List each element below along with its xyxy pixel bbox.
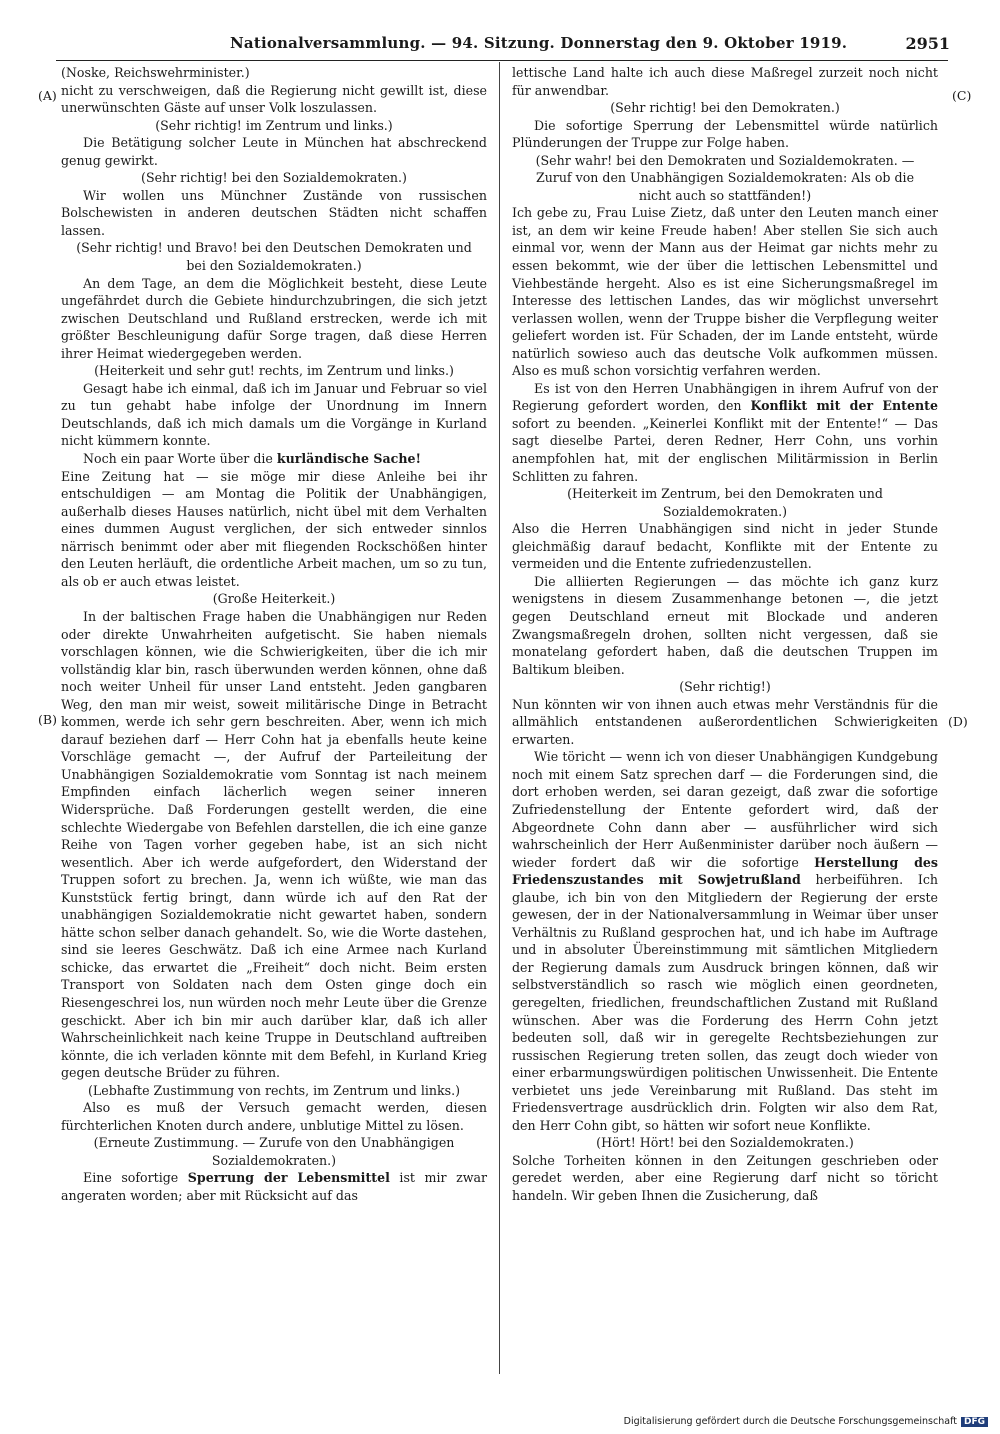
text-run: herbeiführen. Ich glaube, ich bin von den Mitgliedern der Regierung der erste gewesen, der in der Nationalversammlung in Weimar über unser Verhältnis zu Rußland gesprochen hat, und ich habe im Auftrage und in absoluter Übereinstimmung mit sämtlichen Mitgliedern der Regierung damals zum Ausdruck bringen können, daß wir selbstverständlich so rasch wie möglich einen geordneten, geregelten, friedlichen, freundschaftlichen Zustand mit Rußland wünschen. Aber was die Forderung des Herrn Cohn jetzt bedeuten soll, daß wir in geregelte Rechtsbeziehungen zur russischen Regierung treten sollen, das zeugt doch wieder von einer erbarmungswürdigen politischen Unwissenheit. Die Entente verbietet uns jede Vereinbarung mit Rußland. Das steht im Friedensvertrage ausdrücklich drin. Folgten wir also dem Rat, den Herr Cohn gibt, so hätten wir sofort neue Konflikte. [512, 872, 938, 1133]
page-header-title: Nationalversammlung. — 94. Sitzung. Donnerstag den 9. Oktober 1919. [230, 34, 848, 52]
margin-marker-d: (D) [948, 714, 968, 729]
paragraph: Also es muß der Versuch gemacht werden, diesen fürchterlichen Knoten durch andere, unblutige Mittel zu lösen. [61, 1100, 487, 1133]
paragraph: Die sofortige Sperrung der Lebensmittel würde natürlich Plünderungen der Truppe zur Folge haben. [512, 117, 938, 151]
paragraph: Gesagt habe ich einmal, daß ich im Januar und Februar so viel zu tun gehabt habe infolge der Unordnung im Innern Deutschlands, daß ich mich damals um die Vorgänge in Kurland nicht kümmern konnte. [61, 380, 487, 449]
text-run: Es ist von den Herren Unabhängigen in ihrem Aufruf von der Regierung gefordert worden, den [512, 380, 938, 414]
interjection: (Sehr richtig! im Zentrum und links.) [155, 117, 393, 133]
text-run: sofort zu beenden. „Keinerlei Konflikt mit der Entente!“ — Das sagt dieselbe Partei, deren Redner, Herr Cohn, uns vorhin anempfohlen hat, mit der englischen Militärmission in Berlin Schlitten zu fahren. [512, 415, 938, 484]
interjection: (Sehr richtig! bei den Demokraten.) [610, 100, 840, 116]
text-run: ist mir zwar angeraten worden; aber mit Rücksicht auf das [61, 1170, 488, 1203]
interjection: (Erneute Zustimmung. — Zurufe von den Unabhängigen Sozialdemokraten.) [93, 1135, 455, 1168]
paragraph [61, 450, 487, 468]
interjection: (Sehr wahr! bei den Demokraten und Sozialdemokraten. — Zuruf von den Unabhängigen Sozialdemokraten: Als ob die nicht auch so stattfänden!) [535, 152, 915, 203]
interjection: (Große Heiterkeit.) [212, 591, 336, 607]
paragraph: Die Betätigung solcher Leute in München hat abschreckend genug gewirkt. [61, 135, 487, 168]
header-rule [56, 60, 948, 61]
text-run: Noch ein paar Worte über die [83, 451, 277, 467]
interjection: (Sehr richtig! und Bravo! bei den Deutschen Demokraten und bei den Sozialdemokraten.) [76, 240, 472, 274]
margin-marker-b: (B) [38, 712, 57, 727]
emphasis: kurländische Sache! [276, 451, 422, 467]
page-number: 2951 [905, 34, 950, 53]
running-header [60, 34, 950, 56]
paragraph: Wir wollen uns Münchner Zustände von russischen Bolschewisten in anderen deutschen Städten nicht schaffen lassen. [61, 187, 487, 238]
emphasis: Konflikt mit der Entente [750, 398, 938, 414]
paragraph: Solche Torheiten können in den Zeitungen geschrieben oder geredet werden, aber eine Regierung darf nicht so töricht handeln. Wir geben Ihnen die Zusicherung, daß [512, 1152, 938, 1203]
paragraph: An dem Tage, an dem die Möglichkeit besteht, diese Leute ungefährdet durch die Gebiete hindurchzubringen, die sich jetzt zwischen Deutschland und Rußland erstrecken, werde ich mit größter Beschleunigung dafür Sorge tragen, daß diese Herren ihrer Heimat wiedergegeben werden. [61, 275, 487, 361]
paragraph [512, 380, 938, 485]
interjection: (Heiterkeit und sehr gut! rechts, im Zentrum und links.) [94, 363, 454, 379]
left-column [61, 64, 487, 1205]
paragraph: In der baltischen Frage haben die Unabhängigen nur Reden oder direkte Unwahrheiten aufgetischt. Sie haben niemals vorschlagen können, wie die Schwierigkeiten, über die ich mir vollständig klar bin, rasch überwunden werden können, ohne daß noch weiter Unheil für unser Land entsteht. Jeden gangbaren Weg, den man mir weist, soweit militärische Dinge in Betracht kommen, werde ich sehr gern beschreiten. Aber, wenn ich mich darauf beziehen darf — Herr Cohn hat ja ebenfalls heute keine Vorschläge gemacht —, der Aufruf der Parteileitung der Unabhängigen Sozialdemokratie vom Sonntag ist nach meinem Empfinden einfach lächerlich wegen seiner inneren Widersprüche. Daß Forderungen gestellt werden, die eine schlechte Wiedergabe von Befehlen darstellen, die ich eine ganze Reihe von Tagen vorher gegeben habe, ist an sich nicht wesentlich. Aber ich werde aufgefordert, den Widerstand der Truppen sofort zu brechen. Ja, wenn ich wüßte, wie man das Kunststück fertig bringt, dann würde ich auf den Rat der unabhängigen Sozialdemokratie nicht gewartet haben, sondern hätte schon selber danach gehandelt. So, wie die Worte dastehen, sind sie leeres Geschwätz. Daß ich eine Armee nach Kurland schicke, das erwartet die „Freiheit“ doch nicht. Beim ersten Transport von Soldaten nach dem Osten ginge doch ein Riesengeschrei los, nun würden noch mehr Leute über die Grenze geschickt. Aber ich bin mir auch darüber klar, daß ich aller Wahrscheinlichkeit nach keine Truppe in Deutschland auftreiben könnte, die ich verladen könnte mit dem Befehl, in Kurland Krieg gegen deutsche Brüder zu führen. [61, 608, 487, 1081]
margin-marker-a: (A) [38, 88, 57, 103]
interjection: (Sehr richtig! bei den Sozialdemokraten.) [141, 170, 407, 186]
right-column [512, 64, 938, 1205]
speaker-note: (Noske, Reichswehrminister.) [61, 65, 250, 80]
emphasis: Herstellung des Friedenszustandes mit Sowjetrußland [512, 854, 938, 888]
margin-marker-c: (C) [952, 88, 972, 103]
text-run: Wie töricht — wenn ich von dieser Unabhängigen Kundgebung noch mit einem Satz sprechen darf — die Forderungen sind, die dort erhoben werden, sei daran gezeigt, daß zwar die sofortige Zufriedenstellung der Entente gefordert wird, daß der Abgeordnete Cohn dann aber — ausführlicher wird sich wahrscheinlich der Herr Außenminister darüber noch äußern — wieder fordert daß wir die sofortige [512, 749, 938, 870]
paragraph: Nun könnten wir von ihnen auch etwas mehr Verständnis für die allmählich entstandenen außerordentlichen Schwierigkeiten erwarten. [512, 696, 938, 747]
interjection: (Hört! Hört! bei den Sozialdemokraten.) [596, 1135, 854, 1151]
paragraph: Ich gebe zu, Frau Luise Zietz, daß unter den Leuten manch einer ist, an dem wir keine Freude haben! Aber stellen Sie sich auch einmal vor, wenn der Mann aus der Heimat gar nichts mehr zu essen bekommt, wie der über die lettischen Lebensmittel und Viehbestände hergeht. Also es ist eine Sicherungsmaßregel im Interesse des lettischen Landes, das wir möglichst unversehrt verlassen wollen, wenn der Truppe bisher die Verpflegung weiter geliefert worden ist. Für Schaden, der im Lande entsteht, würde natürlich sowieso auch das deutsche Volk aufkommen müssen. Also es muß schon vorsichtig verfahren werden. [512, 205, 938, 379]
paragraph [512, 748, 938, 1134]
paragraph: Eine Zeitung hat — sie möge mir diese Anleihe bei ihr entschuldigen — am Montag die Politik der Unabhängigen, außerhalb dieses Hauses natürlich, nicht übel mit dem Verhalten eines dummen August verglichen, der sich entweder sinnlos närrisch benimmt oder aber mit fliegenden Rockschößen hinter den Leuten herläuft, die ordentliche Arbeit machen, um so zu tun, als ob er auch etwas leistet. [61, 468, 487, 589]
paragraph [61, 1169, 487, 1204]
column-divider [499, 62, 500, 1374]
paragraph: Die alliierten Regierungen — das möchte ich ganz kurz wenigstens in diesem Zusammenhange betonen —, die jetzt gegen Deutschland erneut mit Blockade und anderen Zwangsmaßregeln drohen, sollten nicht vergessen, daß sie monatelang gefordert haben, daß die deutschen Truppen im Baltikum bleiben. [512, 573, 938, 677]
emphasis: Sperrung der Lebensmittel [187, 1170, 390, 1186]
paragraph: lettische Land halte ich auch diese Maßregel zurzeit noch nicht für anwendbar. [512, 65, 938, 98]
dfg-logo: DFG [961, 1417, 988, 1427]
text-run: Eine sofortige [83, 1170, 188, 1186]
interjection: (Heiterkeit im Zentrum, bei den Demokraten und Sozialdemokraten.) [567, 486, 883, 519]
digitization-credit [624, 1416, 988, 1427]
paragraph: Also die Herren Unabhängigen sind nicht in jeder Stunde gleichmäßig darauf bedacht, Konflikte mit der Entente zu vermeiden und die Entente zufriedenzustellen. [512, 521, 938, 572]
paragraph: nicht zu verschweigen, daß die Regierung nicht gewillt ist, diese unerwünschten Gäste auf unser Volk loszulassen. [61, 82, 487, 116]
interjection: (Sehr richtig!) [679, 679, 771, 695]
footer-text: Digitalisierung gefördert durch die Deutsche Forschungsgemeinschaft [623, 1416, 957, 1427]
interjection: (Lebhafte Zustimmung von rechts, im Zentrum und links.) [87, 1082, 461, 1098]
